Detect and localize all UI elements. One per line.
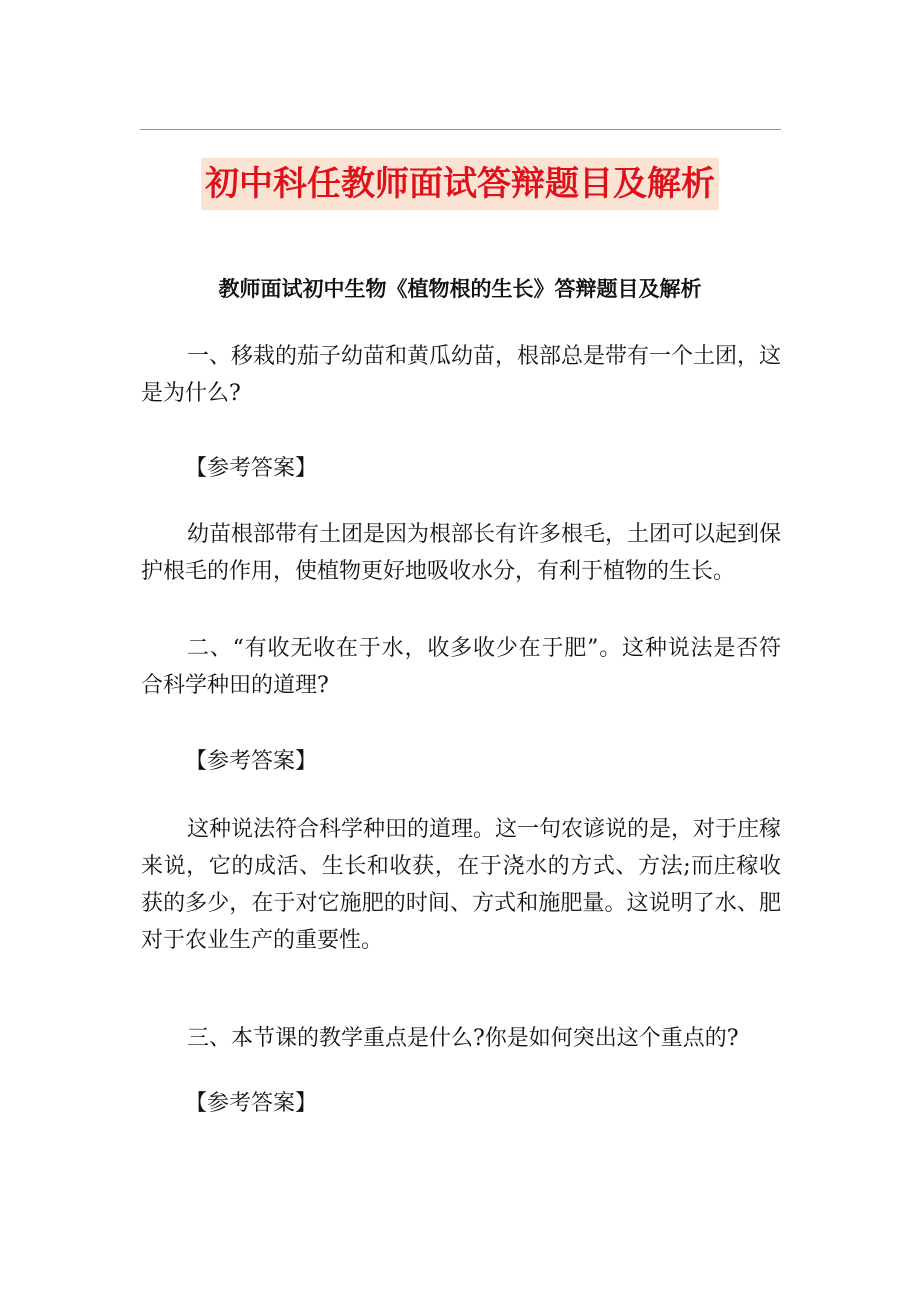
answer-label-3: 【参考答案】 <box>185 1091 318 1116</box>
answer-2: 这种说法符合科学种田的道理。这一句农谚说的是，对于庄稼来说，它的成活、生长和收获，在于浇水的方式、方法;而庄稼收获的多少，在于对它施肥的时间、方式和施肥量。这说明了水、肥对于农业生产的重要性。 <box>141 817 782 953</box>
answer-1: 幼苗根部带有土团是因为根部长有许多根毛，土团可以起到保护根毛的作用，使植物更好地吸收水分，有利于植物的生长。 <box>141 522 782 584</box>
question-1: 一、移栽的茄子幼苗和黄瓜幼苗，根部总是带有一个土团，这是为什么? <box>141 344 782 406</box>
question-2: 二、“有收无收在于水，收多收少在于肥”。这种说法是否符合科学种田的道理? <box>141 636 781 698</box>
question-3: 三、本节课的教学重点是什么?你是如何突出这个重点的? <box>187 1026 739 1051</box>
subtitle: 教师面试初中生物《植物根的生长》答辩题目及解析 <box>218 277 702 301</box>
page-title: 初中科任教师面试答辩题目及解析 <box>201 158 719 210</box>
header-divider <box>140 129 781 130</box>
answer-label-2: 【参考答案】 <box>185 749 318 774</box>
answer-label-1: 【参考答案】 <box>185 456 318 481</box>
title-container <box>0 158 920 210</box>
